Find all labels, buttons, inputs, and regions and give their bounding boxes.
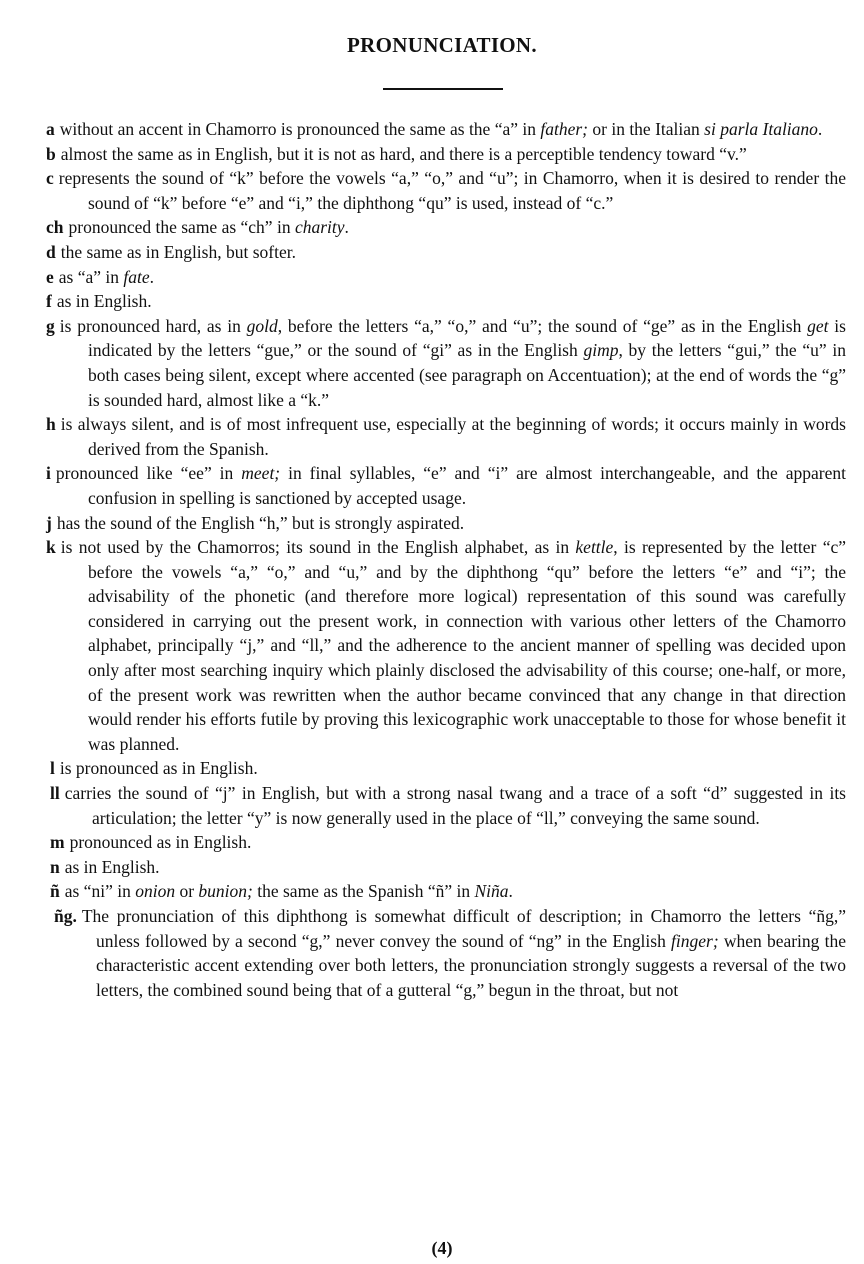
entry [46,142,846,167]
entry-text-segment: almost the same as in English, but it is not as hard, and there is a perceptible tendency toward “v.” [60,143,747,164]
page-number: (4) [431,1238,453,1258]
entry-text [61,242,296,262]
entry-letter: ñ [50,881,60,902]
page-title: PRONUNCIATION. [347,33,537,57]
entry-text-segment: . [508,881,513,902]
entry-letter: k [46,537,56,558]
entry-text [59,267,154,287]
entry-letter: c [46,168,54,189]
entry-letter: g [46,315,55,336]
entry [46,117,846,142]
italic-term: onion [135,881,176,902]
entry-letter: ñg. [54,906,77,926]
entry [50,830,846,855]
entry-text [60,758,258,778]
entry-text-segment: in final syllables, “e” and “i” are almost interchangeable, and the apparent confusion in spelling is sanctioned by accepted usage. [88,463,846,508]
entry-letter: m [50,832,65,853]
entry [46,412,846,461]
entry-text-segment: without an accent in Chamorro is pronounced the same as the “a” in [59,119,541,139]
entry-letter: i [46,463,51,484]
entry-letter: n [50,856,60,877]
italic-term: si parla Italiano [704,119,818,139]
italic-term: finger; [671,930,719,951]
entry-text [57,513,464,533]
entry-text-segment: is not used by the Chamorros; its sound in the English alphabet, as in [60,537,576,558]
italic-term: charity [294,217,345,238]
entry [46,166,846,215]
entry-text [56,463,846,508]
entry-text [61,414,846,459]
entry-text-segment: is pronounced as in English. [59,758,258,779]
italic-term: gold [246,315,278,336]
entry [46,511,846,536]
entry-text-segment: pronounced the same as “ch” in [68,217,295,238]
italic-term: Niña [474,881,509,902]
entry [46,215,846,240]
entry-text-segment: is always silent, and is of most infrequent use, especially at the beginning of words; it occurs mainly in words derived from the Spanish. [60,414,846,459]
entry-text-segment: is indicated by the letters “gue,” or the sound of “gi” as in the English [88,315,846,361]
entry-text [65,783,846,828]
entry-letter: e [46,266,54,287]
entry [50,781,846,830]
entry [50,855,846,880]
entry-text [60,119,823,139]
entry-text-segment: the same as the Spanish “ñ” in [252,881,475,902]
entry-text [59,168,846,213]
italic-term: father; [540,119,588,139]
italic-term: kettle [575,537,614,558]
entry-letter: h [46,414,56,435]
entry-text-segment: , by the letters “gui,” the “u” in both cases being silent, except where accented (see paragraph on Accentuation); at the end of words the “g” is sounded hard, almost like a “k.” [88,340,846,410]
entry-text-segment: pronounced as in English. [69,832,252,853]
entry-text-segment: as “ni” in [64,881,136,902]
entry-text-segment: . [817,119,823,139]
entry-text-segment: as in English. [56,291,152,312]
entry-text [65,881,513,901]
entry-text-segment: as “a” in [58,266,124,287]
entry-text-segment: . [149,266,155,287]
entry-text-segment: , before the letters “a,” “o,” and “u”; the sound of “ge” as in the English [277,315,808,336]
entry-letter: b [46,143,56,164]
entry-text-segment: or [175,881,199,902]
entry-letter: l [50,758,55,779]
pronunciation-entries [46,117,846,1002]
entry [46,240,846,265]
italic-term: get [807,315,829,336]
entry-letter: f [46,291,52,312]
entry [54,904,846,1002]
entry-text-segment: is pronounced hard, as in [59,315,247,336]
entry [46,461,846,510]
entry [50,879,846,904]
entry-text [65,857,160,877]
entry-letter: a [46,119,55,139]
entry-text-segment: when bearing the characteristic accent extending over both letters, the pronunciation strongly suggests a reversal of the two letters, the combined sound being that of a gutteral “g,” begun in the throat, but not [96,930,846,1000]
entry-text-segment: pronounced like “ee” in [55,463,242,484]
entry [46,265,846,290]
entry-letter: ll [50,783,60,804]
entry-text [57,291,152,311]
italic-term: gimp [583,340,619,361]
entry [50,756,846,781]
entry-text-segment: The pronunciation of this diphthong is somewhat difficult of description; in Chamorro the letters “ñg,” unless followed by a second “g,” never convey the sound of “ng” in the English [81,906,846,951]
entry-text [60,316,846,410]
entry-text [69,217,349,237]
entry-text [61,537,846,754]
entry [46,535,846,756]
entry-text-segment: or in the Italian [588,119,705,139]
entry-text-segment: represents the sound of “k” before the vowels “a,” “o,” and “u”; in Chamorro, when it is desired to render the sound of “k” before “e” and “i,” the diphthong “qu” is used, instead of “c.” [58,168,846,213]
entry-text [82,906,846,1000]
italic-term: bunion; [198,881,253,902]
entry [46,314,846,412]
entry-text-segment: has the sound of the English “h,” but is strongly aspirated. [56,512,465,533]
entry-text [61,144,747,164]
italic-term: meet; [241,463,281,484]
entry [46,289,846,314]
entry-letter: d [46,241,56,262]
entry-text-segment: the same as in English, but softer. [60,241,296,262]
title-divider [383,88,503,90]
entry-text-segment: , is represented by the letter “c” before the vowels “a,” “o,” and “u,” and by the diphthong “qu” before the letters “e” and “i”; the advisability of the phonetic (and therefore more logical) representation of this sound was carefully considered in carrying out the present work, in connection with various other letters of the Chamorro alphabet, principally “j,” and “ll,” and the adherence to the ancient manner of spelling was decided upon only after most searching inquiry which plainly disclosed the advisability of this course; one-half, or more, of the present work was rewritten when the author became convinced that any change in that direction would render his efforts futile by proving this lexicographic work unacceptable to those for whose benefit it was planned. [88,537,847,754]
entry-letter: ch [46,217,64,238]
entry-text-segment: . [344,217,349,238]
entry-text-segment: carries the sound of “j” in English, but with a strong nasal twang and a trace of a soft “d” suggested in its articulation; the letter “y” is now generally used in the place of “ll,” conveying the same sound. [64,783,846,828]
entry-letter: j [46,512,52,533]
entry-text-segment: as in English. [64,856,160,877]
entry-text [70,832,252,852]
italic-term: fate [123,266,150,287]
